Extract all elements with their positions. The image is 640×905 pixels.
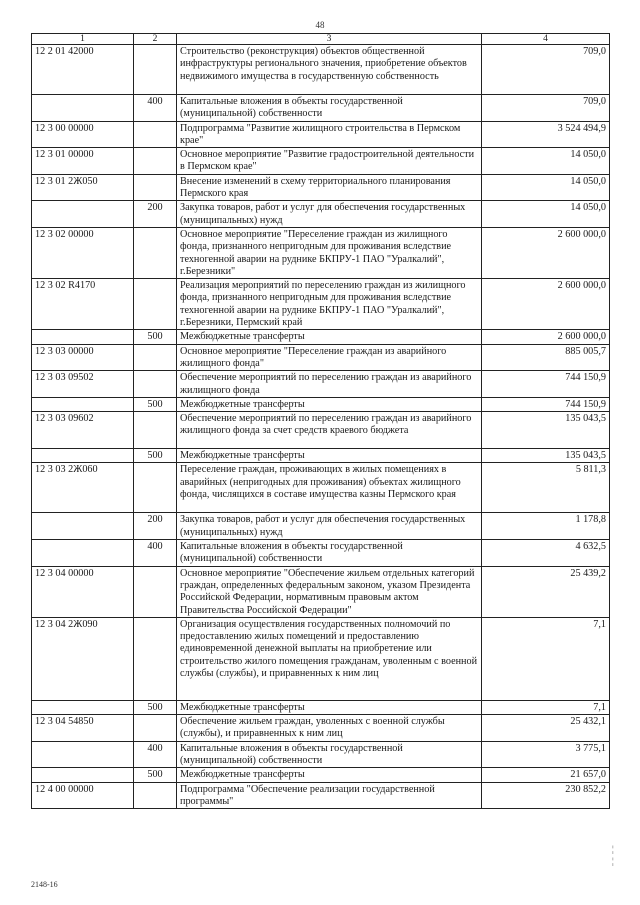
amount-cell: 14 050,0 bbox=[482, 148, 610, 175]
code-cell bbox=[32, 768, 134, 782]
code-cell: 12 3 03 00000 bbox=[32, 344, 134, 371]
amount-cell: 3 524 494,9 bbox=[482, 121, 610, 148]
code-cell: 12 3 03 09502 bbox=[32, 371, 134, 398]
name-cell: Закупка товаров, работ и услуг для обеспечения государственных (муниципальных) нужд bbox=[177, 513, 482, 540]
name-cell: Капитальные вложения в объекты государственной (муниципальной) собственности bbox=[177, 95, 482, 122]
name-cell: Межбюджетные трансферты bbox=[177, 397, 482, 411]
amount-cell: 885 005,7 bbox=[482, 344, 610, 371]
expense-type-cell bbox=[134, 45, 177, 95]
code-cell: 12 3 03 09602 bbox=[32, 412, 134, 449]
code-cell: 12 3 00 00000 bbox=[32, 121, 134, 148]
expense-type-cell: 500 bbox=[134, 397, 177, 411]
amount-cell: 25 439,2 bbox=[482, 566, 610, 617]
table-body bbox=[32, 45, 610, 809]
name-cell: Переселение граждан, проживающих в жилых помещениях в аварийных (непригодных для проживания) объектах жилищного фонда, числящихся в составе имущества казны Пермского края bbox=[177, 463, 482, 513]
amount-cell: 14 050,0 bbox=[482, 174, 610, 201]
amount-cell: 135 043,5 bbox=[482, 449, 610, 463]
header-col-2: 2 bbox=[134, 34, 177, 45]
name-cell: Капитальные вложения в объекты государственной (муниципальной) собственности bbox=[177, 540, 482, 567]
header-col-1: 1 bbox=[32, 34, 134, 45]
code-cell: 12 3 01 2Ж050 bbox=[32, 174, 134, 201]
table-row bbox=[32, 566, 610, 617]
margin-mark: ¦ bbox=[612, 844, 614, 854]
code-cell bbox=[32, 330, 134, 344]
table-row bbox=[32, 715, 610, 742]
amount-cell: 7,1 bbox=[482, 700, 610, 714]
code-cell: 12 2 01 42000 bbox=[32, 45, 134, 95]
name-cell: Основное мероприятие "Переселение граждан из аварийного жилищного фонда" bbox=[177, 344, 482, 371]
table-row bbox=[32, 617, 610, 700]
name-cell: Межбюджетные трансферты bbox=[177, 449, 482, 463]
code-cell: 12 3 02 R4170 bbox=[32, 279, 134, 330]
name-cell: Капитальные вложения в объекты государственной (муниципальной) собственности bbox=[177, 741, 482, 768]
amount-cell: 709,0 bbox=[482, 95, 610, 122]
expense-type-cell: 400 bbox=[134, 95, 177, 122]
expense-type-cell bbox=[134, 782, 177, 809]
name-cell: Строительство (реконструкция) объектов общественной инфраструктуры регионального значения, приобретение объектов недвижимого имущества в государственную собственность bbox=[177, 45, 482, 95]
amount-cell: 230 852,2 bbox=[482, 782, 610, 809]
expense-type-cell: 400 bbox=[134, 741, 177, 768]
expense-type-cell: 200 bbox=[134, 513, 177, 540]
amount-cell: 744 150,9 bbox=[482, 397, 610, 411]
table-row bbox=[32, 279, 610, 330]
amount-cell: 709,0 bbox=[482, 45, 610, 95]
name-cell: Внесение изменений в схему территориального планирования Пермского края bbox=[177, 174, 482, 201]
table-row bbox=[32, 412, 610, 449]
amount-cell: 7,1 bbox=[482, 617, 610, 700]
table-row bbox=[32, 371, 610, 398]
table-row bbox=[32, 95, 610, 122]
table-row bbox=[32, 741, 610, 768]
header-col-4: 4 bbox=[482, 34, 610, 45]
table-row bbox=[32, 513, 610, 540]
amount-cell: 2 600 000,0 bbox=[482, 227, 610, 278]
table-row bbox=[32, 397, 610, 411]
code-cell: 12 4 00 00000 bbox=[32, 782, 134, 809]
code-cell bbox=[32, 449, 134, 463]
code-cell bbox=[32, 95, 134, 122]
name-cell: Реализация мероприятий по переселению граждан из жилищного фонда, признанного непригодным для проживания вследствие техногенной аварии на руднике БКПРУ-1 ПАО "Уралкалий", г.Березники, Пермский край bbox=[177, 279, 482, 330]
table-row bbox=[32, 449, 610, 463]
name-cell: Организация осуществления государственных полномочий по предоставлению жилых помещений и предоставлению единовременной денежной выплаты на приобретение или строительство жилого помещения гражданам, уволенным с военной службы (службы), и приравненных к ним лиц bbox=[177, 617, 482, 700]
table-row bbox=[32, 227, 610, 278]
code-cell: 12 3 02 00000 bbox=[32, 227, 134, 278]
code-cell bbox=[32, 700, 134, 714]
table-row bbox=[32, 540, 610, 567]
table-row bbox=[32, 201, 610, 228]
table-row bbox=[32, 782, 610, 809]
expense-type-cell bbox=[134, 174, 177, 201]
code-cell bbox=[32, 513, 134, 540]
expense-type-cell bbox=[134, 715, 177, 742]
amount-cell: 4 632,5 bbox=[482, 540, 610, 567]
code-cell bbox=[32, 397, 134, 411]
table-row bbox=[32, 174, 610, 201]
amount-cell: 3 775,1 bbox=[482, 741, 610, 768]
expense-type-cell: 500 bbox=[134, 768, 177, 782]
expense-type-cell: 500 bbox=[134, 449, 177, 463]
name-cell: Межбюджетные трансферты bbox=[177, 700, 482, 714]
table-row bbox=[32, 148, 610, 175]
expense-type-cell bbox=[134, 344, 177, 371]
expense-type-cell bbox=[134, 148, 177, 175]
expense-type-cell: 500 bbox=[134, 700, 177, 714]
table-row bbox=[32, 463, 610, 513]
name-cell: Основное мероприятие "Обеспечение жильем отдельных категорий граждан, определенных федеральным законом, указом Президента Российской Федерации, нормативным правовым актом Правительства Российской Федерации" bbox=[177, 566, 482, 617]
amount-cell: 21 657,0 bbox=[482, 768, 610, 782]
name-cell: Подпрограмма "Развитие жилищного строительства в Пермском крае" bbox=[177, 121, 482, 148]
amount-cell: 2 600 000,0 bbox=[482, 330, 610, 344]
table-row bbox=[32, 121, 610, 148]
page-number: 48 bbox=[315, 20, 325, 30]
expense-type-cell bbox=[134, 463, 177, 513]
table-row bbox=[32, 700, 610, 714]
table-row bbox=[32, 768, 610, 782]
code-cell bbox=[32, 540, 134, 567]
amount-cell: 5 811,3 bbox=[482, 463, 610, 513]
expense-type-cell: 500 bbox=[134, 330, 177, 344]
document-code: 2148-16 bbox=[31, 880, 58, 889]
name-cell: Основное мероприятие "Переселение граждан из жилищного фонда, признанного непригодным для проживания вследствие техногенной аварии на руднике БКПРУ-1 ПАО "Уралкалий", г.Березники" bbox=[177, 227, 482, 278]
name-cell: Закупка товаров, работ и услуг для обеспечения государственных (муниципальных) нужд bbox=[177, 201, 482, 228]
amount-cell: 25 432,1 bbox=[482, 715, 610, 742]
name-cell: Основное мероприятие "Развитие градостроительной деятельности в Пермском крае" bbox=[177, 148, 482, 175]
code-cell: 12 3 03 2Ж060 bbox=[32, 463, 134, 513]
name-cell: Обеспечение мероприятий по переселению граждан из аварийного жилищного фонда за счет средств краевого бюджета bbox=[177, 412, 482, 449]
expense-type-cell bbox=[134, 227, 177, 278]
code-cell bbox=[32, 741, 134, 768]
amount-cell: 14 050,0 bbox=[482, 201, 610, 228]
name-cell: Обеспечение мероприятий по переселению граждан из аварийного жилищного фонда bbox=[177, 371, 482, 398]
expense-type-cell bbox=[134, 566, 177, 617]
table-header bbox=[32, 34, 610, 45]
amount-cell: 744 150,9 bbox=[482, 371, 610, 398]
expense-type-cell: 400 bbox=[134, 540, 177, 567]
budget-table bbox=[31, 33, 610, 809]
margin-mark: ¦ bbox=[612, 856, 614, 866]
expense-type-cell bbox=[134, 279, 177, 330]
code-cell bbox=[32, 201, 134, 228]
expense-type-cell bbox=[134, 371, 177, 398]
header-col-3: 3 bbox=[177, 34, 482, 45]
code-cell: 12 3 01 00000 bbox=[32, 148, 134, 175]
amount-cell: 135 043,5 bbox=[482, 412, 610, 449]
table-row bbox=[32, 344, 610, 371]
name-cell: Межбюджетные трансферты bbox=[177, 330, 482, 344]
name-cell: Подпрограмма "Обеспечение реализации государственной программы" bbox=[177, 782, 482, 809]
header-row bbox=[32, 34, 610, 45]
code-cell: 12 3 04 54850 bbox=[32, 715, 134, 742]
budget-table-container bbox=[31, 33, 609, 809]
expense-type-cell bbox=[134, 412, 177, 449]
expense-type-cell bbox=[134, 121, 177, 148]
expense-type-cell: 200 bbox=[134, 201, 177, 228]
code-cell: 12 3 04 00000 bbox=[32, 566, 134, 617]
name-cell: Межбюджетные трансферты bbox=[177, 768, 482, 782]
amount-cell: 1 178,8 bbox=[482, 513, 610, 540]
amount-cell: 2 600 000,0 bbox=[482, 279, 610, 330]
expense-type-cell bbox=[134, 617, 177, 700]
name-cell: Обеспечение жильем граждан, уволенных с военной службы (службы), и приравненных к ним лиц bbox=[177, 715, 482, 742]
table-row bbox=[32, 330, 610, 344]
table-row bbox=[32, 45, 610, 95]
code-cell: 12 3 04 2Ж090 bbox=[32, 617, 134, 700]
